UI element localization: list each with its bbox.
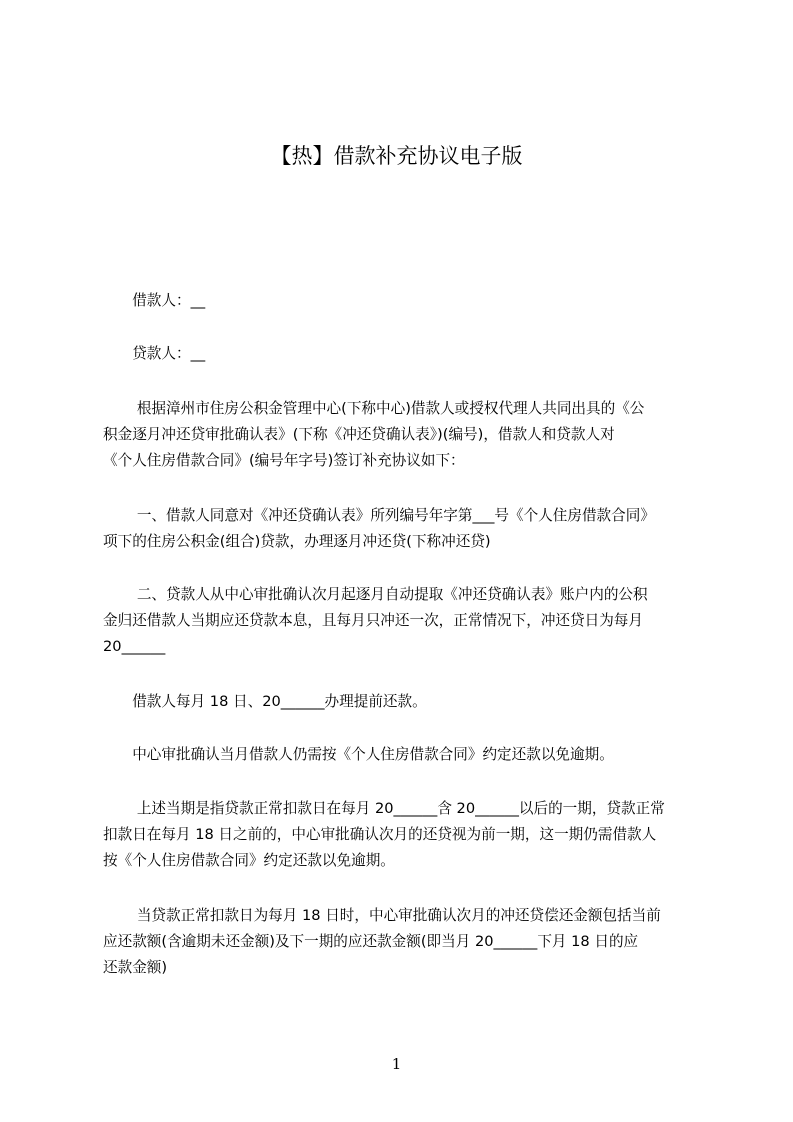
text-line: 扣款日在每月 18 日之前的，中心审批确认次月的还贷视为前一期，这一期仍需借款人 <box>103 826 657 843</box>
text-line: 一、借款人同意对《冲还贷确认表》所列编号年字第___号《个人住房借款合同》 <box>103 507 655 524</box>
text-line: 根据漳州市住房公积金管理中心(下称中心)借款人或授权代理人共同出具的《公 <box>103 400 645 417</box>
paragraph-repayment-amount <box>103 903 703 981</box>
paragraph-approval-month <box>103 742 703 768</box>
text-line: 金归还借款人当期应还贷款本息，且每月只冲还一次，正常情况下，冲还贷日为每月 <box>103 612 643 629</box>
text-line: 借款人：__ <box>103 292 206 309</box>
text-line: 二、贷款人从中心审批确认次月起逐月自动提取《冲还贷确认表》账户内的公积 <box>103 586 648 603</box>
paragraph-preamble <box>103 396 703 474</box>
text-line: 项下的住房公积金(组合)贷款，办理逐月冲还贷(下称冲还贷) <box>103 533 491 550</box>
page-number: 1 <box>391 1055 402 1073</box>
paragraph-clause-1 <box>103 503 703 555</box>
text-line: 按《个人住房借款合同》约定还款以免逾期。 <box>103 852 395 869</box>
text-line: 当贷款正常扣款日为每月 18 日时，中心审批确认次月的冲还贷偿还金额包括当前 <box>103 907 661 924</box>
paragraph-lender <box>103 341 703 367</box>
paragraph-clause-2 <box>103 582 703 660</box>
text-line: 借款人每月 18 日、20______办理提前还款。 <box>103 693 427 710</box>
text-line: 中心审批确认当月借款人仍需按《个人住房借款合同》约定还款以免逾期。 <box>103 746 614 763</box>
text-line: 积金逐月冲还贷审批确认表》(下称《冲还贷确认表》)(编号)，借款人和贷款人对 <box>103 426 615 443</box>
paragraph-current-period <box>103 796 703 874</box>
text-line: 贷款人：__ <box>103 345 206 362</box>
document-title: 【热】借款补充协议电子版 <box>270 144 523 168</box>
paragraph-borrower <box>103 288 703 314</box>
text-line: 20______ <box>103 638 166 655</box>
text-line: 应还款额(含逾期未还金额)及下一期的应还款金额(即当月 20______下月 18 日的应 <box>103 933 639 950</box>
text-line: 还款金额) <box>103 959 168 976</box>
text-line: 《个人住房借款合同》(编号年字号)签订补充协议如下： <box>103 452 465 469</box>
paragraph-early-repayment <box>103 689 703 715</box>
text-line: 上述当期是指贷款正常扣款日在每月 20______含 20______以后的一期，贷款正常 <box>103 800 665 817</box>
